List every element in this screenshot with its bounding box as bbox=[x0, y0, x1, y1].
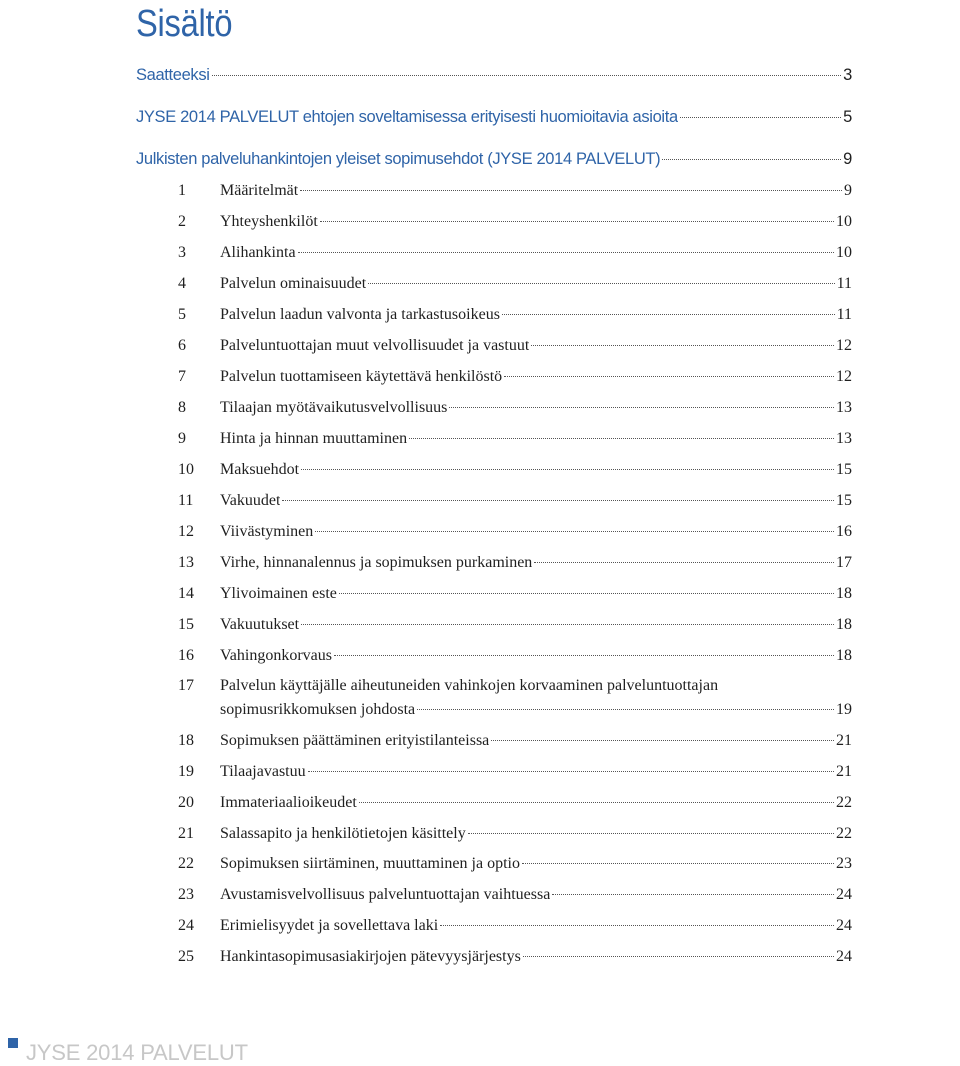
toc-section-4[interactable] bbox=[136, 275, 852, 293]
toc-page-number: 11 bbox=[836, 275, 852, 292]
section-label: Tilaajan myötävaikutusvelvollisuus bbox=[220, 399, 448, 416]
toc-page-number: 10 bbox=[836, 244, 852, 261]
leader-dots bbox=[301, 624, 834, 625]
section-number: 16 bbox=[178, 647, 194, 664]
section-number: 15 bbox=[178, 616, 194, 633]
section-number: 22 bbox=[178, 855, 194, 872]
toc-section-21[interactable] bbox=[136, 825, 852, 843]
section-number: 20 bbox=[178, 794, 194, 811]
section-number: 17 bbox=[178, 677, 194, 694]
toc-section-13[interactable] bbox=[136, 554, 852, 572]
toc-section-12[interactable] bbox=[136, 523, 852, 541]
section-label: Vahingonkorvaus bbox=[220, 647, 332, 664]
toc-section-2[interactable] bbox=[136, 213, 852, 231]
toc-page-number: 19 bbox=[836, 701, 852, 718]
leader-dots bbox=[662, 159, 841, 160]
toc-page-number: 24 bbox=[836, 948, 852, 965]
page-title: Sisältö bbox=[136, 3, 233, 45]
toc-entry-label: Julkisten palveluhankintojen yleiset sopimusehdot (JYSE 2014 PALVELUT) bbox=[136, 150, 661, 168]
leader-dots bbox=[282, 500, 834, 501]
section-number: 12 bbox=[178, 523, 194, 540]
leader-dots bbox=[212, 75, 842, 76]
section-label: Vakuutukset bbox=[220, 616, 300, 633]
section-label: Alihankinta bbox=[220, 244, 296, 261]
section-label: Hinta ja hinnan muuttaminen bbox=[220, 430, 408, 447]
section-label: Palvelun käyttäjälle aiheutuneiden vahinkojen korvaaminen palveluntuottajan bbox=[220, 677, 719, 694]
toc-section-8[interactable] bbox=[136, 399, 852, 417]
leader-dots bbox=[409, 438, 834, 439]
toc-section-5[interactable] bbox=[136, 306, 852, 324]
leader-dots bbox=[308, 771, 834, 772]
toc-section-18[interactable] bbox=[136, 732, 852, 750]
toc-section-17-line2[interactable] bbox=[136, 701, 852, 719]
toc-page-number: 11 bbox=[836, 306, 852, 323]
toc-page-number: 15 bbox=[836, 461, 852, 478]
section-label: Viivästyminen bbox=[220, 523, 314, 540]
leader-dots bbox=[300, 190, 842, 191]
toc-section-6[interactable] bbox=[136, 337, 852, 355]
toc-page-number: 10 bbox=[836, 213, 852, 230]
toc-page-number: 13 bbox=[836, 399, 852, 416]
toc-page-number: 18 bbox=[836, 616, 852, 633]
toc-section-23[interactable] bbox=[136, 886, 852, 904]
toc-page-number: 18 bbox=[836, 585, 852, 602]
section-label: Vakuudet bbox=[220, 492, 281, 509]
toc-page-number: 24 bbox=[836, 917, 852, 934]
toc-section-25[interactable] bbox=[136, 948, 852, 966]
leader-dots bbox=[417, 709, 834, 710]
toc-section-19[interactable] bbox=[136, 763, 852, 781]
section-label: Sopimuksen siirtäminen, muuttaminen ja optio bbox=[220, 855, 520, 872]
footer-brand: JYSE 2014 PALVELUT bbox=[26, 1040, 248, 1065]
section-label: Palvelun tuottamiseen käytettävä henkilöstö bbox=[220, 368, 503, 385]
section-label: Määritelmät bbox=[220, 182, 299, 199]
section-number: 10 bbox=[178, 461, 194, 478]
toc-page-number: 12 bbox=[836, 337, 852, 354]
toc-section-20[interactable] bbox=[136, 794, 852, 812]
section-number: 1 bbox=[178, 182, 186, 199]
leader-dots bbox=[552, 894, 834, 895]
toc-entry-sopimusehdot[interactable] bbox=[136, 150, 852, 169]
section-number: 5 bbox=[178, 306, 186, 323]
brand-square-icon bbox=[8, 1038, 18, 1048]
leader-dots bbox=[315, 531, 834, 532]
leader-dots bbox=[368, 283, 834, 284]
toc-page-number: 13 bbox=[836, 430, 852, 447]
section-number: 3 bbox=[178, 244, 186, 261]
section-label: Palvelun ominaisuudet bbox=[220, 275, 367, 292]
toc-page-number: 15 bbox=[836, 492, 852, 509]
toc-page-number: 9 bbox=[844, 182, 852, 199]
toc-section-10[interactable] bbox=[136, 461, 852, 479]
leader-dots bbox=[298, 252, 834, 253]
leader-dots bbox=[449, 407, 834, 408]
section-number: 18 bbox=[178, 732, 194, 749]
toc-page-number: 12 bbox=[836, 368, 852, 385]
toc-entry-label: Saatteeksi bbox=[136, 66, 210, 84]
section-number: 4 bbox=[178, 275, 186, 292]
toc-page-number: 5 bbox=[843, 108, 852, 126]
toc-page-number: 22 bbox=[836, 825, 852, 842]
leader-dots bbox=[301, 469, 834, 470]
leader-dots bbox=[491, 740, 834, 741]
toc-page-number: 9 bbox=[843, 150, 852, 168]
section-label: Ylivoimainen este bbox=[220, 585, 337, 602]
section-number: 6 bbox=[178, 337, 186, 354]
section-number: 21 bbox=[178, 825, 194, 842]
section-number: 19 bbox=[178, 763, 194, 780]
toc-entry-saatteeksi[interactable] bbox=[136, 66, 852, 85]
section-label: Maksuehdot bbox=[220, 461, 300, 478]
toc-section-17-line1[interactable] bbox=[136, 677, 852, 695]
toc-section-11[interactable] bbox=[136, 492, 852, 510]
toc-entry-soveltaminen[interactable] bbox=[136, 108, 852, 127]
section-label: Sopimuksen päättäminen erityistilanteissa bbox=[220, 732, 490, 749]
section-label: Virhe, hinnanalennus ja sopimuksen purkaminen bbox=[220, 554, 533, 571]
section-label: Hankintasopimusasiakirjojen pätevyysjärjestys bbox=[220, 948, 521, 965]
toc-page-number: 23 bbox=[836, 855, 852, 872]
toc-page-number: 16 bbox=[836, 523, 852, 540]
leader-dots bbox=[523, 956, 834, 957]
leader-dots bbox=[534, 562, 834, 563]
toc-section-15[interactable] bbox=[136, 616, 852, 634]
leader-dots bbox=[468, 833, 834, 834]
toc-section-24[interactable] bbox=[136, 917, 852, 935]
leader-dots bbox=[522, 863, 834, 864]
section-number: 23 bbox=[178, 886, 194, 903]
toc-entry-label: JYSE 2014 PALVELUT ehtojen soveltamisessa erityisesti huomioitavia asioita bbox=[136, 108, 678, 126]
section-label-continued: sopimusrikkomuksen johdosta bbox=[220, 701, 416, 718]
page-footer bbox=[0, 1030, 960, 1066]
section-number: 2 bbox=[178, 213, 186, 230]
toc-page-number: 24 bbox=[836, 886, 852, 903]
section-label: Avustamisvelvollisuus palveluntuottajan vaihtuessa bbox=[220, 886, 551, 903]
leader-dots bbox=[359, 802, 834, 803]
section-label: Palveluntuottajan muut velvollisuudet ja vastuut bbox=[220, 337, 530, 354]
toc-section-7[interactable] bbox=[136, 368, 852, 386]
leader-dots bbox=[339, 593, 834, 594]
leader-dots bbox=[680, 117, 841, 118]
section-label: Tilaajavastuu bbox=[220, 763, 306, 780]
toc-page-number: 17 bbox=[836, 554, 852, 571]
section-number: 8 bbox=[178, 399, 186, 416]
section-number: 24 bbox=[178, 917, 194, 934]
toc-section-16[interactable] bbox=[136, 647, 852, 665]
leader-dots bbox=[440, 925, 834, 926]
leader-dots bbox=[320, 221, 834, 222]
toc-page-number: 22 bbox=[836, 794, 852, 811]
leader-dots bbox=[334, 655, 834, 656]
section-number: 9 bbox=[178, 430, 186, 447]
leader-dots bbox=[502, 314, 835, 315]
toc-section-14[interactable] bbox=[136, 585, 852, 603]
toc-section-9[interactable] bbox=[136, 430, 852, 448]
section-label: Palvelun laadun valvonta ja tarkastusoikeus bbox=[220, 306, 500, 323]
toc-section-3[interactable] bbox=[136, 244, 852, 262]
section-number: 11 bbox=[178, 492, 194, 509]
section-label: Yhteyshenkilöt bbox=[220, 213, 318, 230]
toc-page-number: 21 bbox=[836, 732, 852, 749]
section-label: Erimielisyydet ja sovellettava laki bbox=[220, 917, 439, 934]
section-number: 14 bbox=[178, 585, 194, 602]
toc-section-1[interactable] bbox=[136, 182, 852, 200]
toc-page-number: 18 bbox=[836, 647, 852, 664]
leader-dots bbox=[504, 376, 834, 377]
section-label: Salassapito ja henkilötietojen käsittely bbox=[220, 825, 466, 842]
section-number: 7 bbox=[178, 368, 186, 385]
toc-section-22[interactable] bbox=[136, 855, 852, 873]
toc-page-number: 3 bbox=[843, 66, 852, 84]
leader-dots bbox=[531, 345, 834, 346]
section-number: 13 bbox=[178, 554, 194, 571]
section-number: 25 bbox=[178, 948, 194, 965]
toc-page-number: 21 bbox=[836, 763, 852, 780]
section-label: Immateriaalioikeudet bbox=[220, 794, 357, 811]
